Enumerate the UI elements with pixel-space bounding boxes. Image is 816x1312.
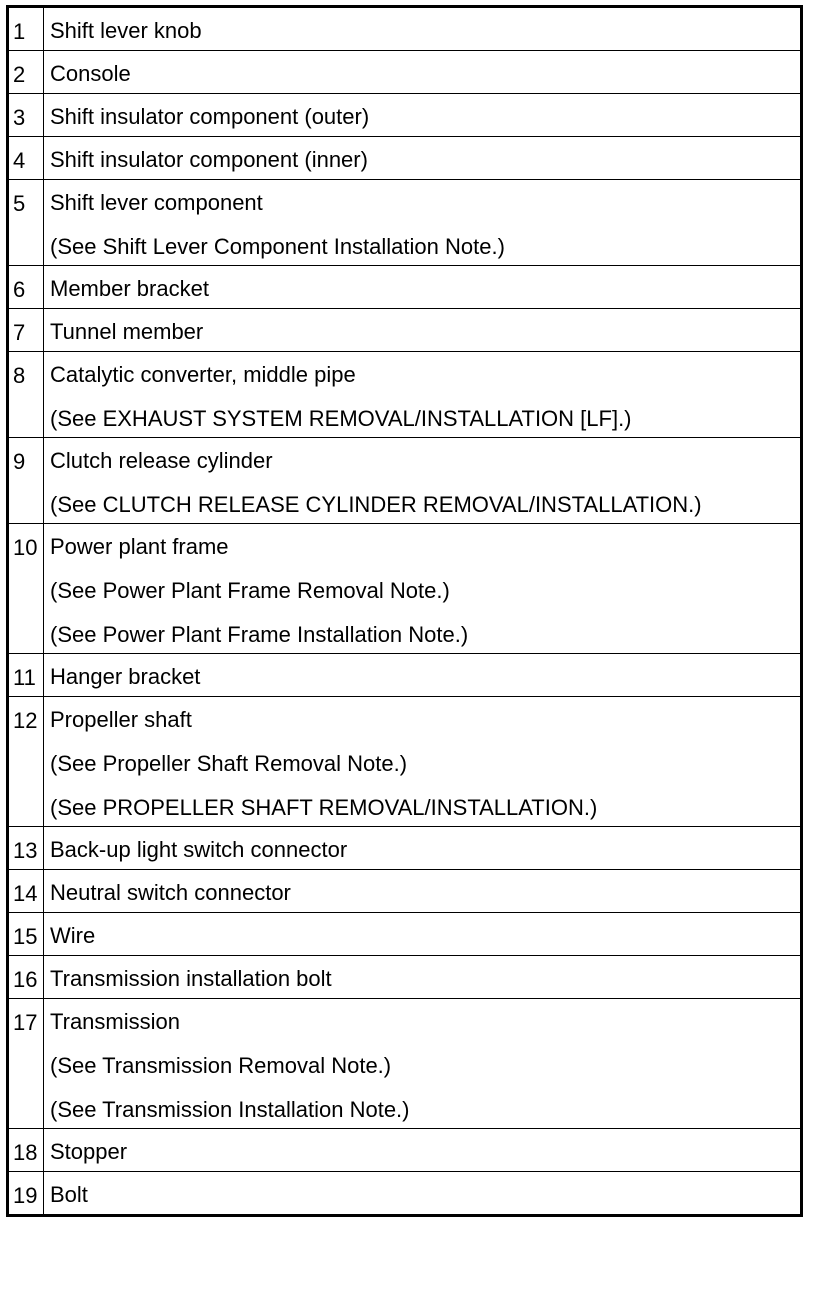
part-name: Propeller shaft — [50, 707, 192, 732]
table-row — [8, 956, 802, 999]
parts-table-body — [8, 7, 802, 1216]
table-row — [8, 137, 802, 180]
part-number: 19 — [13, 1183, 38, 1208]
part-description-cell — [44, 137, 802, 180]
table-row — [8, 870, 802, 913]
part-description-cell — [44, 438, 802, 524]
part-number: 10 — [13, 535, 38, 560]
part-description-cell — [44, 51, 802, 94]
part-description-cell — [44, 697, 802, 827]
part-note: (See PROPELLER SHAFT REMOVAL/INSTALLATION.) — [50, 795, 598, 820]
part-number-cell — [8, 1172, 44, 1216]
part-number: 11 — [13, 665, 36, 690]
part-number: 7 — [13, 320, 26, 345]
part-number-cell — [8, 7, 44, 51]
part-description-cell — [44, 266, 802, 309]
part-number: 2 — [13, 62, 26, 87]
part-description-cell — [44, 352, 802, 438]
part-number-cell — [8, 309, 44, 352]
part-number: 9 — [13, 449, 26, 474]
table-row — [8, 1172, 802, 1216]
part-number: 12 — [13, 708, 38, 733]
part-number-cell — [8, 51, 44, 94]
part-description-cell — [44, 1129, 802, 1172]
part-number-cell — [8, 438, 44, 524]
part-number: 8 — [13, 363, 26, 388]
part-number-cell — [8, 913, 44, 956]
part-name: Shift insulator component (inner) — [50, 147, 368, 172]
part-description-cell — [44, 999, 802, 1129]
part-description-cell — [44, 180, 802, 266]
part-name: Transmission installation bolt — [50, 966, 332, 991]
part-number-cell — [8, 94, 44, 137]
part-name: Bolt — [50, 1182, 88, 1207]
part-description-cell — [44, 94, 802, 137]
part-number-cell — [8, 137, 44, 180]
part-number: 18 — [13, 1140, 38, 1165]
table-row — [8, 309, 802, 352]
table-row — [8, 7, 802, 51]
part-number-cell — [8, 654, 44, 697]
part-note: (See Transmission Installation Note.) — [50, 1097, 410, 1122]
part-description-cell — [44, 870, 802, 913]
table-row — [8, 438, 802, 524]
table-row — [8, 913, 802, 956]
part-name: Back-up light switch connector — [50, 837, 348, 862]
part-description-cell — [44, 7, 802, 51]
table-row — [8, 94, 802, 137]
part-name: Member bracket — [50, 276, 209, 301]
parts-table — [6, 5, 803, 1217]
part-number-cell — [8, 352, 44, 438]
table-row — [8, 1129, 802, 1172]
part-name: Hanger bracket — [50, 664, 201, 689]
table-row — [8, 654, 802, 697]
part-description-cell — [44, 956, 802, 999]
table-row — [8, 697, 802, 827]
table-row — [8, 524, 802, 654]
part-number-cell — [8, 697, 44, 827]
part-number: 6 — [13, 277, 26, 302]
part-description-cell — [44, 913, 802, 956]
part-number-cell — [8, 827, 44, 870]
table-row — [8, 999, 802, 1129]
table-row — [8, 266, 802, 309]
part-note: (See Transmission Removal Note.) — [50, 1053, 392, 1078]
part-number: 13 — [13, 838, 38, 863]
part-number: 3 — [13, 105, 26, 130]
part-number-cell — [8, 180, 44, 266]
part-number: 4 — [13, 148, 26, 173]
part-number-cell — [8, 956, 44, 999]
part-number: 17 — [13, 1010, 38, 1035]
part-number: 16 — [13, 967, 38, 992]
part-description-cell — [44, 827, 802, 870]
table-row — [8, 827, 802, 870]
part-note: (See Shift Lever Component Installation Note.) — [50, 234, 505, 259]
part-description-cell — [44, 524, 802, 654]
part-note: (See CLUTCH RELEASE CYLINDER REMOVAL/INSTALLATION.) — [50, 492, 702, 517]
part-number-cell — [8, 524, 44, 654]
part-name: Stopper — [50, 1139, 128, 1164]
part-name: Power plant frame — [50, 534, 229, 559]
part-description-cell — [44, 654, 802, 697]
part-note: (See Power Plant Frame Removal Note.) — [50, 578, 450, 603]
part-name: Wire — [50, 923, 96, 948]
part-name: Shift lever knob — [50, 18, 202, 43]
part-note: (See Propeller Shaft Removal Note.) — [50, 751, 408, 776]
part-name: Shift insulator component (outer) — [50, 104, 370, 129]
part-name: Catalytic converter, middle pipe — [50, 362, 356, 387]
part-note: (See Power Plant Frame Installation Note.) — [50, 622, 469, 647]
part-name: Transmission — [50, 1009, 180, 1034]
part-name: Neutral switch connector — [50, 880, 291, 905]
part-description-cell — [44, 309, 802, 352]
part-number-cell — [8, 870, 44, 913]
part-number-cell — [8, 266, 44, 309]
part-number-cell — [8, 999, 44, 1129]
part-name: Shift lever component — [50, 190, 263, 215]
table-row — [8, 352, 802, 438]
table-row — [8, 51, 802, 94]
part-number-cell — [8, 1129, 44, 1172]
part-name: Tunnel member — [50, 319, 204, 344]
part-name: Clutch release cylinder — [50, 448, 273, 473]
table-row — [8, 180, 802, 266]
part-description-cell — [44, 1172, 802, 1216]
part-number: 15 — [13, 924, 38, 949]
part-number: 14 — [13, 881, 38, 906]
part-number: 1 — [13, 19, 26, 44]
part-number: 5 — [13, 191, 26, 216]
part-name: Console — [50, 61, 131, 86]
part-note: (See EXHAUST SYSTEM REMOVAL/INSTALLATION [LF].) — [50, 406, 632, 431]
